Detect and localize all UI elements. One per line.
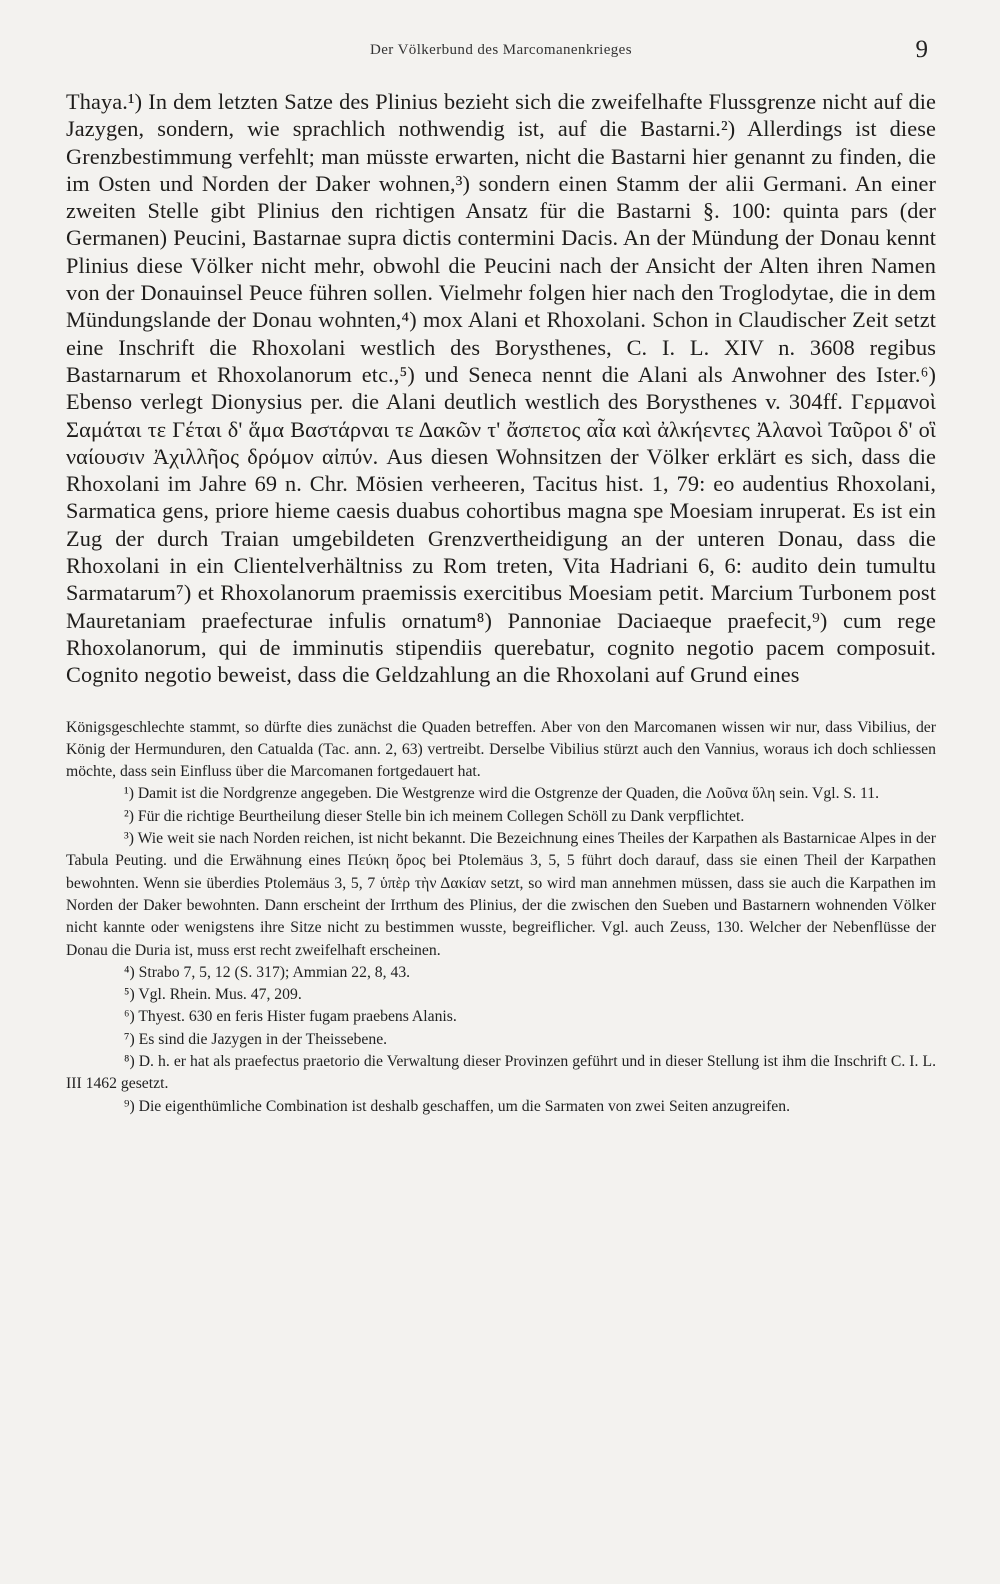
footnote-continuation: Königsgeschlechte stammt, so dürfte dies zunächst die Quaden betreffen. Aber von den Marcomanen wissen wir nur, dass Vibilius, der König der Hermunduren, den Catualda (Tac. ann. 2, 63) vertreibt. Derselbe Vibilius stürzt auch den Vannius, woraus ich doch schliessen möchte, dass sein Einfluss über die Marcomanen fortgedauert hat. bbox=[66, 718, 936, 781]
footnote-5: ⁵) Vgl. Rhein. Mus. 47, 209. bbox=[124, 986, 302, 1004]
footnote-2: ²) Für die richtige Beurtheilung dieser Stelle bin ich meinem Collegen Schöll zu Dank verpflichtet. bbox=[124, 807, 745, 825]
running-head bbox=[66, 28, 936, 88]
footnote-3: ³) Wie weit sie nach Norden reichen, ist nicht bekannt. Die Bezeichnung eines Theiles der Karpathen als Bastarnicae Alpes in der Tabula Peuting. und die Erwähnung eines Πεύκη ὄρος bei Ptolemäus 3, 5, 5 führt doch darauf, dass sie einen Theil der Karpathen bewohnten. Wenn sie überdies Ptolemäus 3, 5, 7 ὑπὲρ τὴν Δακίαν setzt, so wird man annehmen müssen, dass sie auch die Karpathen im Norden der Daker bewohnten. Dann erscheint der Irrthum des Plinius, der die zwischen den Sueben und Bastarnern wohnenden Völker nicht kannte oder wenigstens ihre Sitze nicht zu bestimmen wusste, begreiflicher. Vgl. auch Zeuss, 130. Welcher der Nebenflüsse der Donau die Duria ist, muss erst recht zweifelhaft erscheinen. bbox=[66, 830, 936, 959]
page-number: 9 bbox=[915, 36, 928, 63]
footnote-4: ⁴) Strabo 7, 5, 12 (S. 317); Ammian 22, 8, 43. bbox=[124, 963, 411, 981]
footnotes bbox=[66, 717, 936, 1118]
running-title: Der Völkerbund des Marcomanenkrieges bbox=[370, 42, 632, 58]
main-text bbox=[66, 88, 936, 689]
footnote-8: ⁸) D. h. er hat als praefectus praetorio die Verwaltung dieser Provinzen geführt und in dieser Stellung ist ihm die Inschrift C. I. L. III 1462 gesetzt. bbox=[66, 1052, 936, 1093]
footnote-6: ⁶) Thyest. 630 en feris Hister fugam praebens Alanis. bbox=[124, 1008, 457, 1026]
body-paragraph: Thaya.¹) In dem letzten Satze des Plinius bezieht sich die zweifelhafte Flussgrenze nicht auf die Jazygen, sondern, wie sprachlich nothwendig ist, auf die Bastarni.²) Allerdings ist diese Grenzbestimmung verfehlt; man müsste erwarten, nicht die Bastarni hier genannt zu finden, die im Osten und Norden der Daker wohnen,³) sondern einen Stamm der alii Germani. An einer zweiten Stelle gibt Plinius den richtigen Ansatz für die Bastarni §. 100: quinta pars (der Germanen) Peucini, Bastarnae supra dictis contermini Dacis. An der Mündung der Donau kennt Plinius diese Völker nicht mehr, obwohl die Peucini nach der Ansicht der Alten ihren Namen von der Donauinsel Peuce führen sollen. Vielmehr folgen hier nach den Troglodytae, die in dem Mündungslande der Donau wohnten,⁴) mox Alani et Rhoxolani. Schon in Claudischer Zeit setzt eine Inschrift die Rhoxolani westlich des Borysthenes, C. I. L. XIV n. 3608 regibus Bastarnarum et Rhoxolanorum etc.,⁵) und Seneca nennt die Alani als Anwohner des Ister.⁶) Ebenso verlegt Dionysius per. die Alani deutlich westlich des Borysthenes v. 304ff. Γερμανοὶ Σαμάται τε Γέται δ' ἅμα Βαστάρναι τε Δακῶν τ' ἄσπετος αἶα καὶ ἀλκήεντες Ἀλανοὶ Ταῦροι δ' οἳ ναίουσιν Ἀχιλλῆος δρόμον αἰπύν. Aus diesen Wohnsitzen der Völker erklärt es sich, dass die Rhoxolani im Jahre 69 n. Chr. Mösien verheeren, Tacitus hist. 1, 79: eo audentius Rhoxolani, Sarmatica gens, priore hieme caesis duabus cohortibus magna spe Moesiam inruperat. Es ist ein Zug der durch Traian umgebildeten Grenzvertheidigung an der unteren Donau, dass die Rhoxolani in ein Clientelverhältniss zu Rom treten, Vita Hadriani 6, 6: audito dein tumultu Sarmatarum⁷) et Rhoxolanorum praemissis exercitibus Moesiam petit. Marcium Turbonem post Mauretaniam praefecturae infulis ornatum⁸) Pannoniae Daciaeque praefecit,⁹) cum rege Rhoxolanorum, qui de imminutis stipendiis querebatur, cognito negotio pacem composuit. Cognito negotio beweist, dass die Geldzahlung an die Rhoxolani auf Grund eines bbox=[66, 89, 936, 688]
footnote-9: ⁹) Die eigenthümliche Combination ist deshalb geschaffen, um die Sarmaten von zwei Seiten anzugreifen. bbox=[124, 1097, 791, 1115]
footnote-7: ⁷) Es sind die Jazygen in der Theissebene. bbox=[124, 1030, 388, 1048]
footnote-1: ¹) Damit ist die Nordgrenze angegeben. Die Westgrenze wird die Ostgrenze der Quaden, die Λοῦνα ὕλη sein. Vgl. S. 11. bbox=[124, 785, 880, 803]
